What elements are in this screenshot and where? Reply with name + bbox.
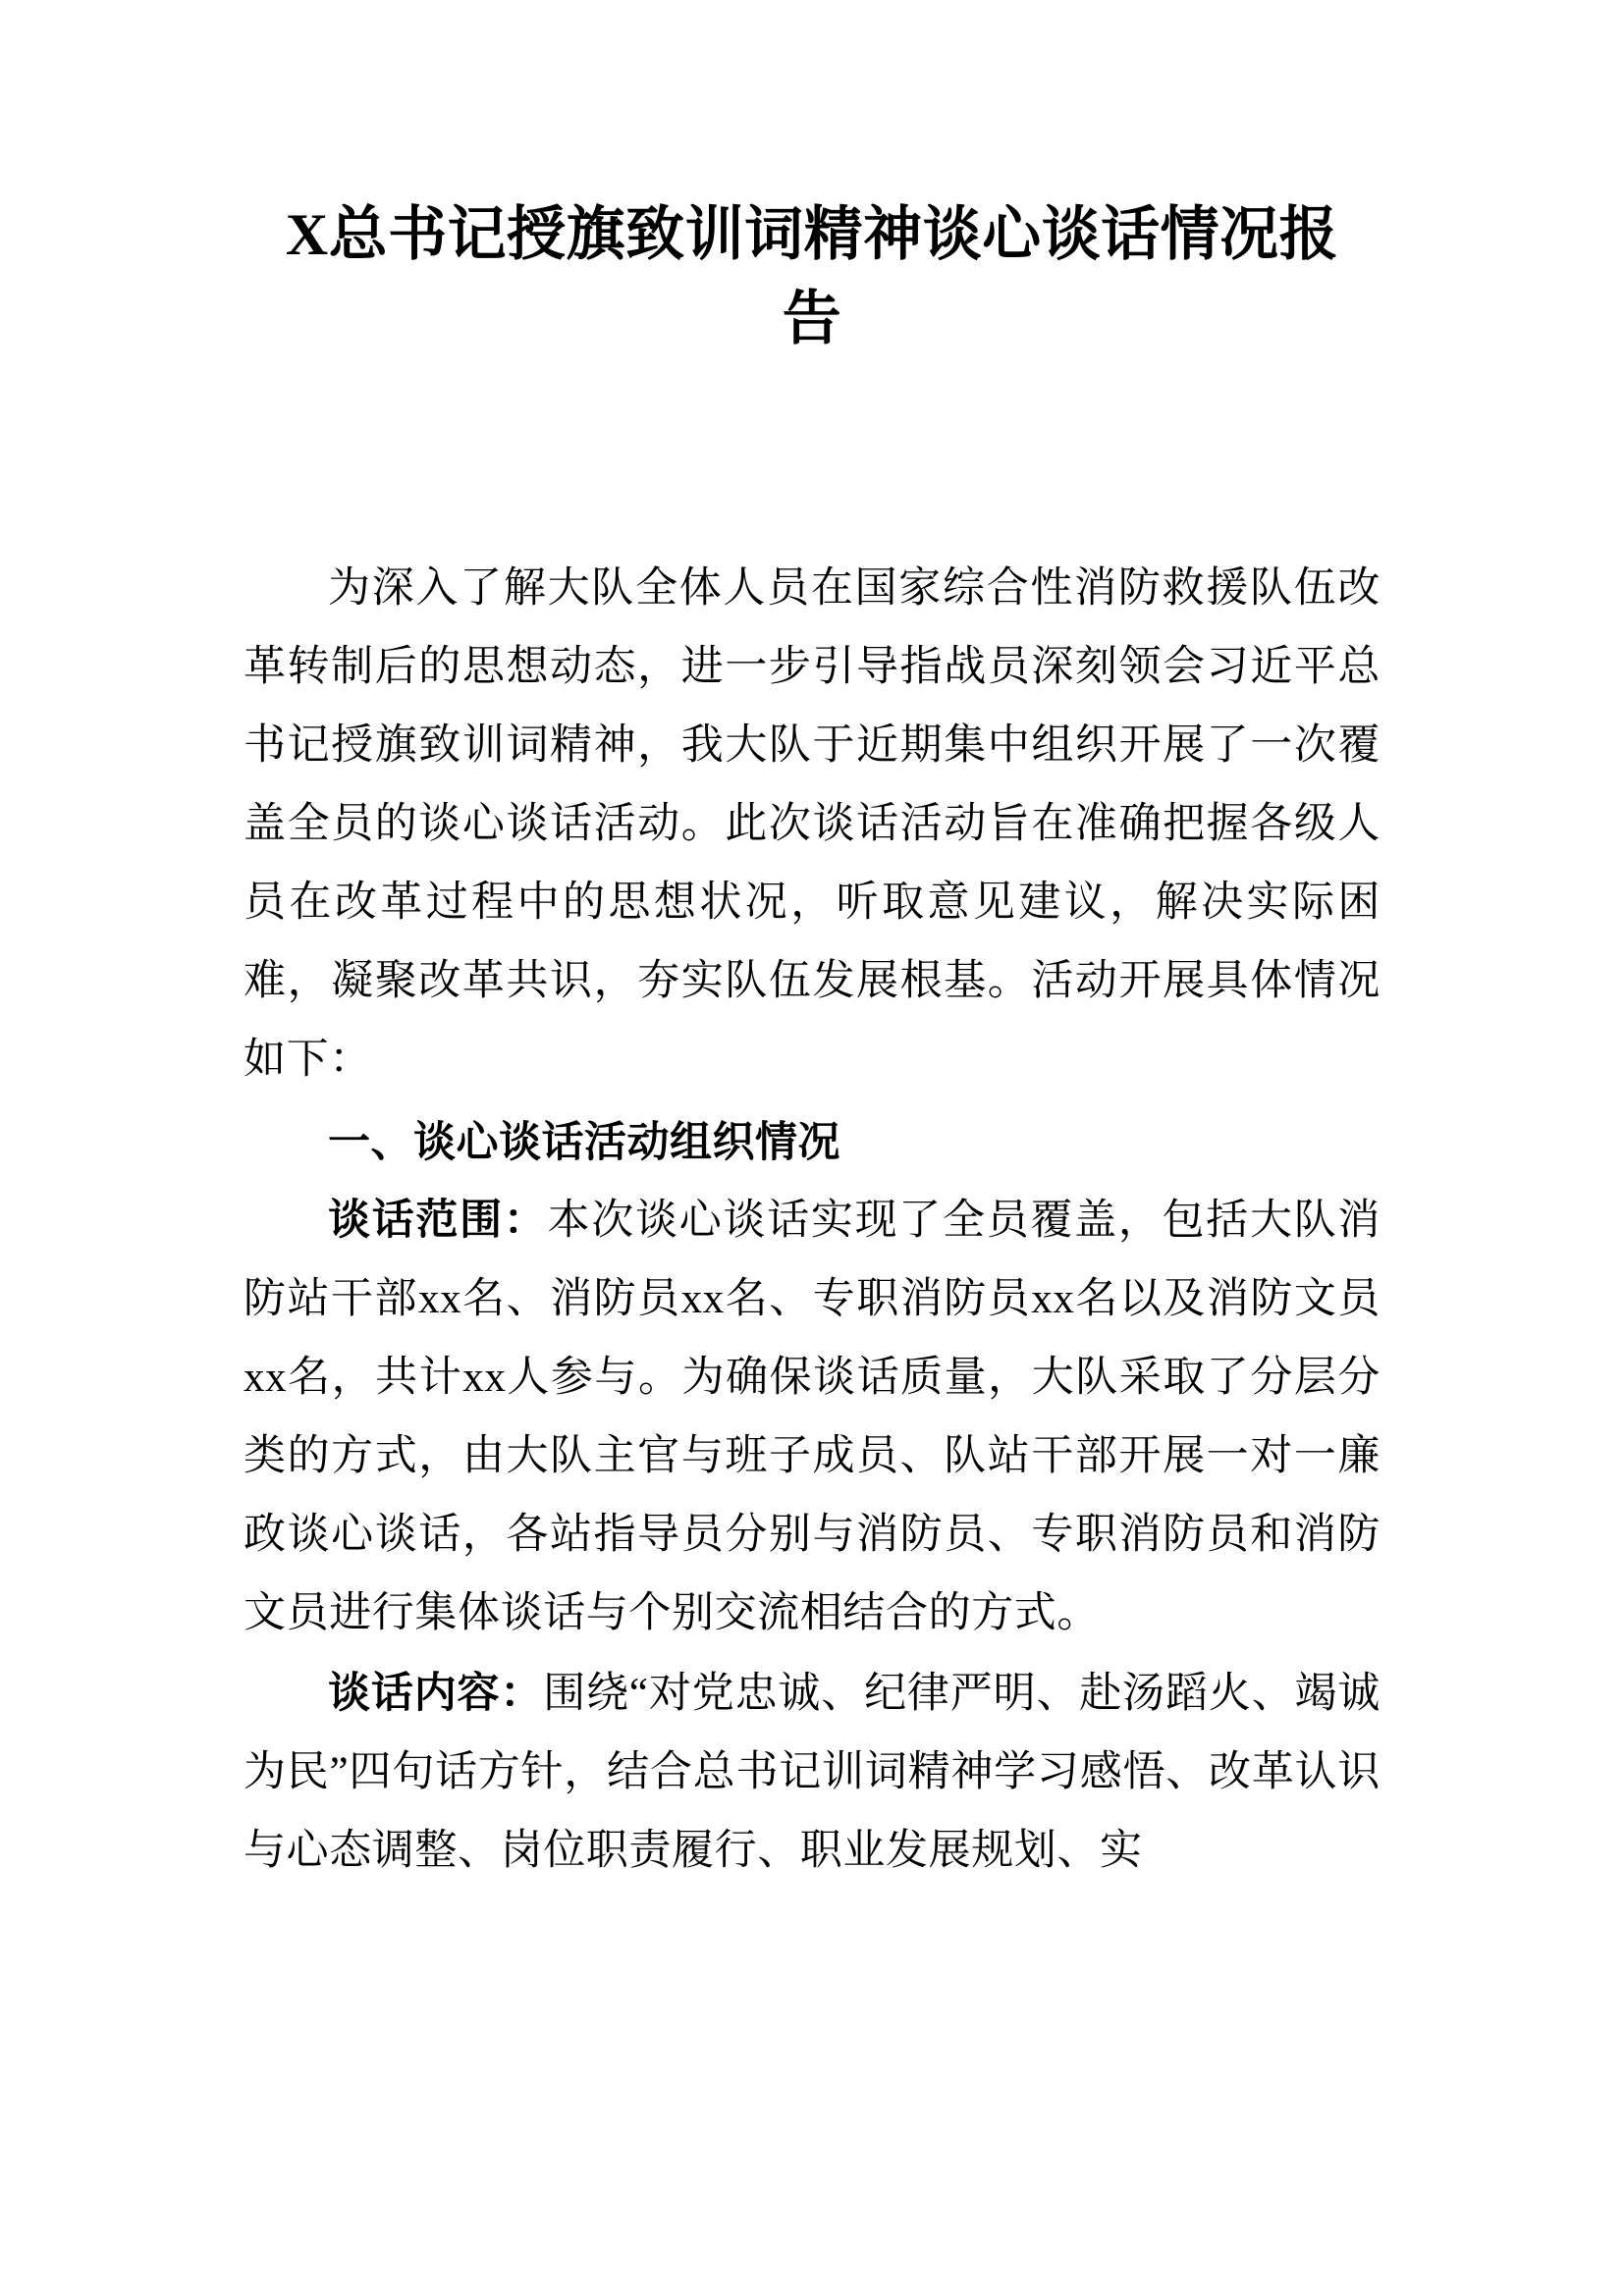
page-title: [244, 192, 1380, 361]
document-body: [244, 550, 1380, 1891]
page-title-line-1: X总书记授旗致训词精神谈心谈话情况报: [285, 202, 1339, 267]
page-title-line-2: 告: [782, 287, 842, 351]
section-heading-1: 一、谈心谈话活动组织情况: [328, 1119, 840, 1166]
label-talk-content: 谈话内容：: [328, 1671, 544, 1717]
text-talk-scope: 本次谈心谈话实现了全员覆盖，包括大队消防站干部xx名、消防员xx名、专职消防员xx名以及消防文员xx名，共计xx人参与。为确保谈话质量，大队采取了分层分类的方式，由大队主官与班子成员、队站干部开展一对一廉政谈心谈话，各站指导员分别与消防员、专职消防员和消防文员进行集体谈话与个别交流相结合的方式。: [244, 1198, 1381, 1636]
paragraph-talk-content: [244, 1655, 1380, 1891]
paragraph-talk-scope: [244, 1182, 1380, 1653]
label-talk-scope: 谈话范围：: [328, 1198, 548, 1244]
text-talk-content: 围绕“对党忠诚、纪律严明、赴汤蹈火、竭诚为民”四句话方针，结合总书记训词精神学习感悟、改革认识与心态调整、岗位职责履行、职业发展规划、实: [244, 1671, 1380, 1874]
paragraph-intro: 为深入了解大队全体人员在国家综合性消防救援队伍改革转制后的思想动态，进一步引导指战员深刻领会习近平总书记授旗致训词精神，我大队于近期集中组织开展了一次覆盖全员的谈心谈话活动。此次谈话活动旨在准确把握各级人员在改革过程中的思想状况，听取意见建议，解决实际困难，凝聚改革共识，夯实队伍发展根基。活动开展具体情况如下：: [244, 565, 1380, 1083]
